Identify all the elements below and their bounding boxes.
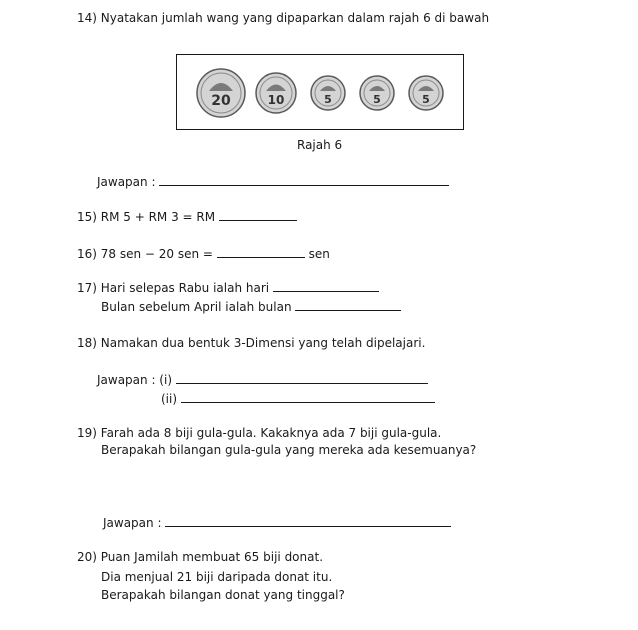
question-19-line1: 19) Farah ada 8 biji gula-gula. Kakaknya ada 7 biji gula-gula. [77, 426, 442, 440]
svg-text:5: 5 [373, 93, 381, 106]
coin-figure [176, 54, 464, 130]
question-17-line1: 17) Hari selepas Rabu ialah hari [77, 281, 270, 295]
svg-text:10: 10 [267, 93, 285, 107]
question-19-line2: Berapakah bilangan gula-gula yang mereka ada kesemuanya? [101, 443, 477, 457]
q19-answer-label: Jawapan : [103, 516, 162, 530]
q15-answer-blank[interactable] [219, 209, 297, 221]
svg-text:5: 5 [324, 93, 332, 106]
question-16-row [77, 246, 330, 262]
coin-20-sen [197, 69, 245, 117]
coin-5-sen-3 [409, 76, 443, 110]
question-17-row-2 [101, 299, 401, 315]
question-18-text: 18) Namakan dua bentuk 3-Dimensi yang telah dipelajari. [77, 336, 426, 350]
q17-answer-blank-1[interactable] [273, 280, 379, 292]
q14-answer-blank[interactable] [159, 174, 449, 186]
q19-answer-row [103, 515, 451, 531]
q14-answer-label: Jawapan : [97, 175, 156, 189]
coin-5-sen-2 [360, 76, 394, 110]
question-17-row-1 [77, 280, 379, 296]
q18-answer2-label: (ii) [161, 392, 178, 406]
q16-answer-blank[interactable] [217, 246, 305, 258]
question-15-row [77, 209, 297, 225]
coin-illustration [177, 55, 462, 128]
q17-answer-blank-2[interactable] [295, 299, 401, 311]
q18-answer-row-2 [161, 391, 435, 407]
question-14-text: 14) Nyatakan jumlah wang yang dipaparkan dalam rajah 6 di bawah [77, 11, 490, 25]
svg-text:20: 20 [211, 93, 231, 109]
q14-answer-row [97, 174, 449, 190]
coin-10-sen [256, 73, 296, 113]
question-15-text: 15) RM 5 + RM 3 = RM [77, 210, 216, 224]
q19-answer-blank[interactable] [165, 515, 451, 527]
q16-unit: sen [308, 247, 330, 261]
q18-answer-row-1 [97, 372, 428, 388]
question-20-line3: Berapakah bilangan donat yang tinggal? [101, 588, 345, 602]
question-20-line1: 20) Puan Jamilah membuat 65 biji donat. [77, 550, 324, 564]
q18-answer-blank-1[interactable] [176, 372, 428, 384]
question-16-text: 16) 78 sen − 20 sen = [77, 247, 213, 261]
question-20-line2: Dia menjual 21 biji daripada donat itu. [101, 570, 333, 584]
question-17-line2: Bulan sebelum April ialah bulan [101, 300, 292, 314]
figure-caption: Rajah 6 [297, 138, 343, 152]
q18-answer-label: Jawapan : (i) [97, 373, 173, 387]
svg-text:5: 5 [422, 93, 430, 106]
coin-5-sen-1 [311, 76, 345, 110]
q18-answer-blank-2[interactable] [181, 391, 435, 403]
